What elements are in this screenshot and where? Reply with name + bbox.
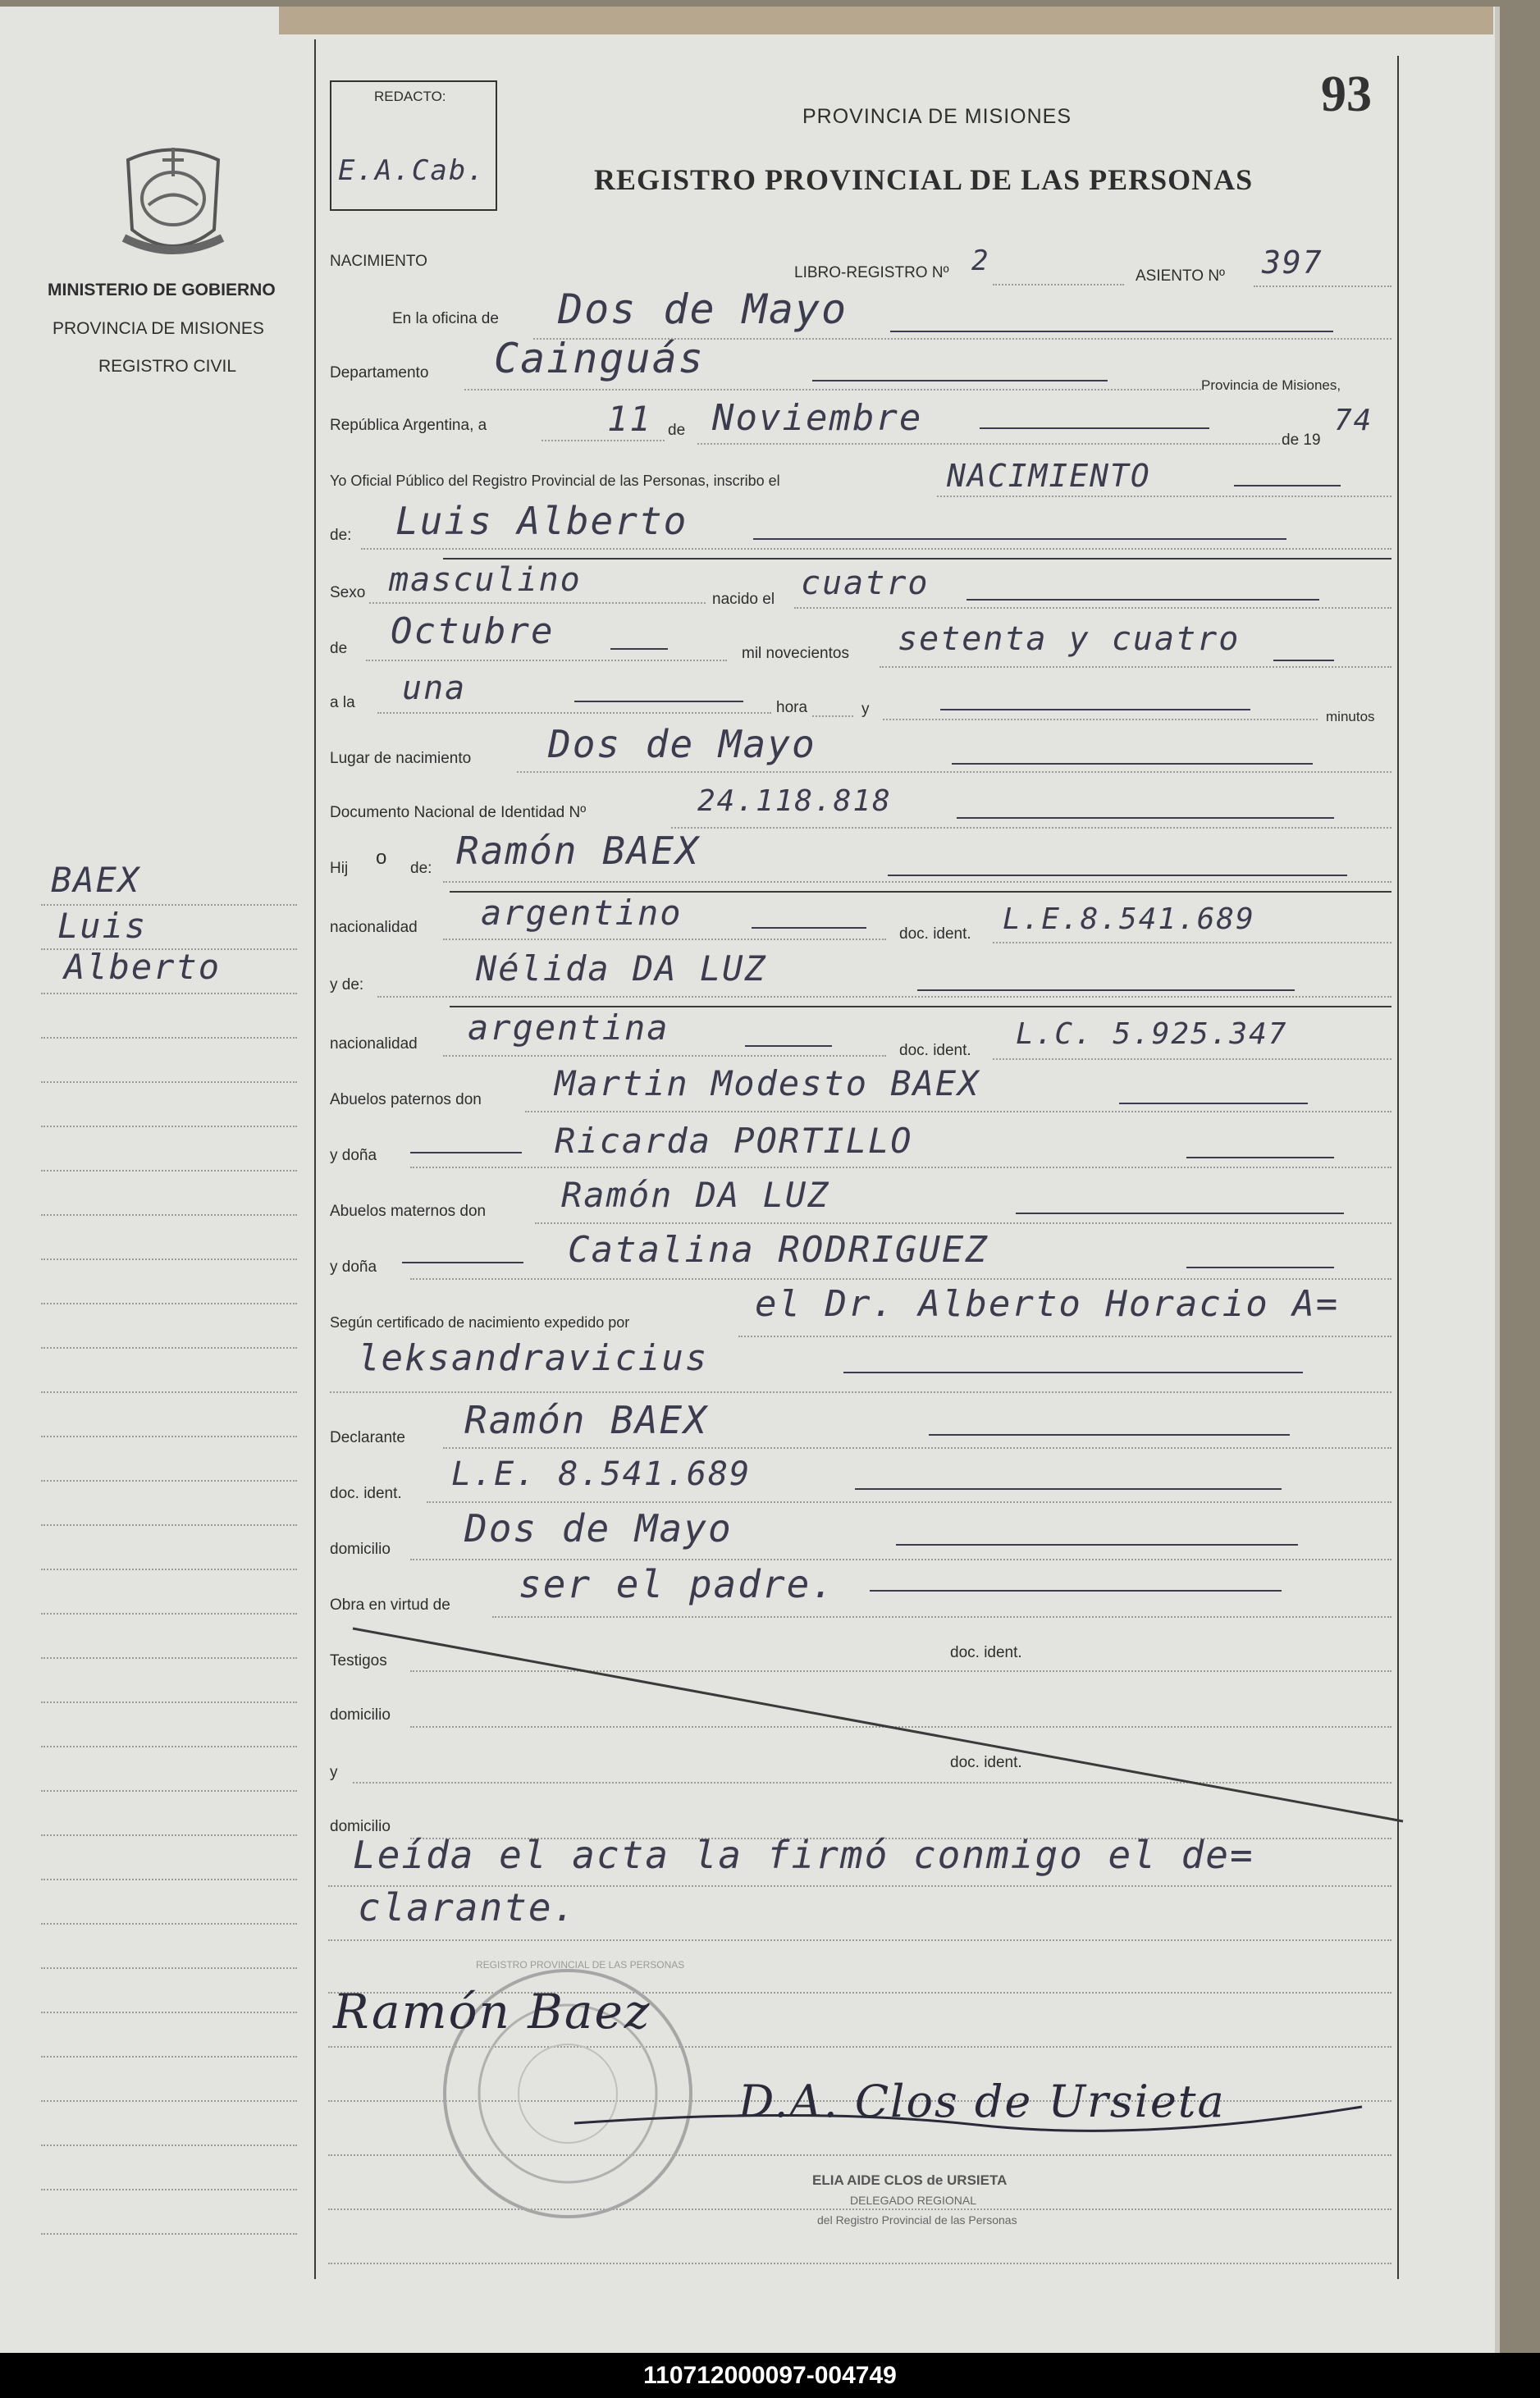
- hora-label: hora: [776, 699, 808, 716]
- padre-nac-dash: [752, 927, 866, 929]
- hijo-o: o: [376, 847, 387, 869]
- nacido-dash: [966, 599, 1319, 601]
- certificado-value: el Dr. Alberto Horacio A=: [755, 1283, 1340, 1325]
- obra-label: Obra en virtud de: [330, 1596, 450, 1614]
- sidebar-ruled-line: [41, 2100, 297, 2102]
- madre-doc-dots: [993, 1058, 1391, 1060]
- abuelo-pat-dash: [1119, 1103, 1308, 1104]
- mes-dots: [697, 443, 1280, 445]
- sidebar-ruled-line: [41, 1923, 297, 1925]
- padre-dash: [888, 875, 1347, 876]
- nombre-value: Luis Alberto: [395, 499, 688, 543]
- leida-cont-dots: [328, 1939, 1391, 1941]
- decl-doc-value: L.E. 8.541.689: [451, 1455, 752, 1493]
- sexo-dots: [369, 602, 706, 604]
- certificado-cont-dots: [330, 1391, 1391, 1393]
- nacido-dots: [794, 607, 1391, 609]
- madre-nac-value: argentina: [468, 1007, 669, 1048]
- sidebar-ruled-line: [41, 1701, 297, 1703]
- minutos-dots: [883, 719, 1318, 720]
- page-number: 93: [1321, 66, 1372, 122]
- y-label: y: [861, 701, 870, 718]
- sidebar-ruled-line: [41, 904, 297, 906]
- nombre-dots: [361, 548, 1391, 550]
- ministry-label: MINISTERIO DE GOBIERNO: [48, 281, 276, 299]
- madre-dots: [377, 996, 1391, 998]
- sexo-label: Sexo: [330, 584, 366, 601]
- mes-nac-value: Octubre: [391, 610, 555, 652]
- domicilio-dots: [410, 1559, 1391, 1560]
- mes-dash: [980, 427, 1209, 429]
- declarante-label: Declarante: [330, 1429, 405, 1446]
- registry-page: [0, 7, 1500, 2353]
- sidebar-ruled-line: [41, 2144, 297, 2146]
- sidebar-ruled-line: [41, 1613, 297, 1615]
- nacionalidad-label: nacionalidad: [330, 919, 418, 936]
- sexo-value: masculino: [389, 561, 582, 599]
- anio-nac-dots: [880, 666, 1391, 668]
- abuelo-mat-dash: [1016, 1213, 1344, 1214]
- oficial-label: Yo Oficial Público del Registro Provincial de las Personas, inscribo el: [330, 473, 780, 489]
- abuelo-pat-dots: [525, 1111, 1391, 1112]
- mil-label: mil novecientos: [742, 645, 849, 662]
- sidebar-ruled-line: [41, 1834, 297, 1836]
- declarante-dash: [929, 1434, 1290, 1436]
- oficina-value: Dos de Mayo: [558, 285, 848, 333]
- provincia-label: Provincia de Misiones,: [1201, 377, 1341, 393]
- header-province: PROVINCIA DE MISIONES: [802, 105, 1072, 128]
- padre-doc-value: L.E.8.541.689: [1003, 902, 1255, 936]
- abuelo-pat-value: Martin Modesto BAEX: [555, 1063, 980, 1103]
- sidebar-ruled-line: [41, 1303, 297, 1304]
- declarante-value: Ramón BAEX: [464, 1398, 708, 1442]
- decl-doc-dots: [427, 1501, 1391, 1503]
- obra-dots: [492, 1616, 1391, 1618]
- madre-doc-label: doc. ident.: [899, 1042, 971, 1059]
- padre-value: Ramón BAEX: [456, 829, 700, 873]
- official-stamp-name: ELIA AIDE CLOS de URSIETA: [812, 2172, 1008, 2188]
- sidebar-ruled-line: [41, 1214, 297, 1216]
- testigos-dom-label: domicilio: [330, 1706, 391, 1724]
- asiento-dots: [1254, 285, 1391, 287]
- madre-nac-dash: [745, 1045, 832, 1047]
- sidebar-ruled-line: [41, 2056, 297, 2058]
- sidebar-ruled-line: [41, 1790, 297, 1792]
- anio-prefix: de 19: [1282, 432, 1321, 449]
- certificado-dots: [738, 1336, 1391, 1337]
- certificado-value-cont: leksandravicius: [358, 1337, 709, 1379]
- anio-value: 74: [1334, 404, 1373, 437]
- sidebar-ruled-line: [41, 948, 297, 950]
- leida-value: Leída el acta la firmó conmigo el de=: [353, 1833, 1254, 1877]
- sidebar-ruled-line: [41, 2189, 297, 2190]
- hora-sep-dots: [812, 715, 853, 717]
- official-stamp-entity: del Registro Provincial de las Personas: [817, 2213, 1017, 2227]
- hijo-label: Hij: [330, 860, 349, 877]
- sidebar-ruled-line: [41, 1480, 297, 1482]
- redacto-initials: E.A.Cab.: [338, 154, 486, 187]
- sidebar-ruled-line: [41, 1037, 297, 1039]
- mes-value: Noviembre: [712, 397, 923, 439]
- madre-nacionalidad-label: nacionalidad: [330, 1035, 418, 1053]
- dia-value: 11: [607, 399, 652, 439]
- abuela-pat-dash: [1186, 1157, 1334, 1158]
- sidebar-ruled-line: [41, 1170, 297, 1172]
- domicilio-dash: [896, 1544, 1298, 1546]
- libro-value: 2: [971, 244, 990, 277]
- abuela-mat-dash: [1186, 1267, 1334, 1268]
- coat-of-arms-icon: [112, 139, 235, 263]
- round-seal-text: REGISTRO PROVINCIAL DE LAS PERSONAS: [476, 1959, 685, 1971]
- abuela-mat-dots: [410, 1278, 1391, 1280]
- asiento-value: 397: [1262, 244, 1323, 281]
- abuela-pat-dash-left: [410, 1152, 522, 1153]
- sidebar-ruled-line: [41, 1657, 297, 1659]
- testigos-dom2-label: domicilio: [330, 1818, 391, 1835]
- abuelo-mat-value: Ramón DA LUZ: [561, 1175, 830, 1215]
- padre-doc-dots: [993, 942, 1391, 943]
- decl-doc-dash: [855, 1488, 1282, 1490]
- testigos-doc2-label: doc. ident.: [950, 1754, 1022, 1771]
- dia-dots: [542, 440, 665, 441]
- abuela-mat-dash-left: [402, 1262, 523, 1263]
- abuelos-pat-label: Abuelos paternos don: [330, 1091, 482, 1108]
- departamento-dash: [812, 380, 1108, 381]
- margin-surname: BAEX: [51, 860, 141, 900]
- dni-value: 24.118.818: [697, 784, 892, 818]
- certificado-dash: [843, 1372, 1303, 1373]
- libro-dots: [993, 284, 1124, 285]
- obra-dash: [870, 1590, 1282, 1592]
- province-label: PROVINCIA DE MISIONES: [53, 319, 264, 338]
- hora-dash: [574, 701, 743, 702]
- registry-label: REGISTRO CIVIL: [98, 357, 237, 376]
- abuela-pat-value: Ricarda PORTILLO: [555, 1121, 913, 1161]
- sidebar-ruled-line: [41, 2233, 297, 2235]
- official-stamp-title: DELEGADO REGIONAL: [850, 2194, 977, 2207]
- redacto-label: REDACTO:: [374, 89, 446, 104]
- minutos-label: minutos: [1326, 709, 1375, 724]
- domicilio-value: Dos de Mayo: [464, 1506, 733, 1551]
- barcode-footer: 110712000097-004749: [0, 2353, 1540, 2398]
- nacido-value: cuatro: [801, 564, 930, 602]
- ydona-mat-label: y doña: [330, 1258, 377, 1276]
- de-label: de: [668, 422, 686, 439]
- sidebar-ruled-line: [41, 1569, 297, 1570]
- nombre-dash: [753, 538, 1286, 540]
- libro-label: LIBRO-REGISTRO Nº: [794, 264, 949, 281]
- domicilio-label: domicilio: [330, 1541, 391, 1558]
- sidebar-ruled-line: [41, 1879, 297, 1880]
- testigos-doc-label: doc. ident.: [950, 1644, 1022, 1661]
- declarante-dots: [443, 1447, 1391, 1449]
- dni-dash: [957, 817, 1334, 819]
- de-nombre-label: de:: [330, 527, 352, 544]
- lower-ruled-line: [328, 2263, 1391, 2264]
- anio-nac-value: setenta y cuatro: [898, 620, 1241, 658]
- sidebar-ruled-line: [41, 1347, 297, 1349]
- republica-label: República Argentina, a: [330, 417, 487, 434]
- abuelos-mat-label: Abuelos maternos don: [330, 1203, 487, 1220]
- departamento-value: Cainguás: [494, 335, 705, 382]
- sidebar-ruled-line: [41, 1524, 297, 1526]
- madre-doc-value: L.C. 5.925.347: [1016, 1017, 1288, 1051]
- obra-value: ser el padre.: [519, 1562, 836, 1606]
- testigos-y-label: y: [330, 1764, 338, 1781]
- padre-dots: [443, 881, 1391, 883]
- dni-label: Documento Nacional de Identidad Nº: [330, 804, 587, 821]
- anio-nac-dash: [1273, 660, 1334, 661]
- left-margin-line: [314, 39, 316, 2279]
- sidebar-ruled-line: [41, 1746, 297, 1747]
- sidebar-ruled-line: [41, 1436, 297, 1437]
- certificado-label: Según certificado de nacimiento expedido por: [330, 1314, 630, 1331]
- abuela-pat-dots: [410, 1167, 1391, 1168]
- oficina-label: En la oficina de: [392, 310, 499, 327]
- abuelo-mat-dots: [535, 1222, 1391, 1224]
- ydona-pat-label: y doña: [330, 1147, 377, 1164]
- lugar-dash: [952, 763, 1313, 765]
- nacido-label: nacido el: [712, 591, 775, 608]
- testigos-label: Testigos: [330, 1652, 387, 1669]
- sidebar-ruled-line: [41, 993, 297, 994]
- lugar-dots: [517, 771, 1391, 773]
- right-margin-line: [1397, 56, 1399, 2279]
- oficina-dash: [890, 331, 1333, 332]
- nombre-rule: [443, 558, 1391, 560]
- oficial-value: NACIMIENTO: [947, 458, 1151, 494]
- testigos-strike-line: [345, 1624, 1411, 1829]
- ala-label: a la: [330, 694, 355, 711]
- madre-dash: [917, 989, 1295, 991]
- asiento-label: ASIENTO Nº: [1136, 267, 1225, 285]
- official-signature: D.A. Clos de Ursieta: [738, 2076, 1226, 2127]
- madre-nac-dots: [443, 1055, 886, 1057]
- oficial-dash: [1234, 485, 1341, 486]
- official-signature-flourish: [566, 2090, 1370, 2156]
- mes-nac-dots: [366, 660, 727, 661]
- leida-value-cont: clarante.: [358, 1885, 578, 1930]
- padre-nac-dots: [443, 939, 886, 940]
- padre-nac-value: argentino: [481, 893, 683, 933]
- sidebar-ruled-line: [41, 1081, 297, 1083]
- madre-value: Nélida DA LUZ: [476, 948, 767, 989]
- header-title: REGISTRO PROVINCIAL DE LAS PERSONAS: [594, 163, 1254, 196]
- abuela-mat-value: Catalina RODRIGUEZ: [568, 1229, 989, 1271]
- redacto-box: [330, 80, 497, 211]
- sidebar-ruled-line: [41, 1967, 297, 1969]
- sidebar-ruled-line: [41, 2012, 297, 2013]
- lugar-value: Dos de Mayo: [548, 722, 816, 766]
- dni-dots: [671, 827, 1391, 829]
- decl-doc-label: doc. ident.: [330, 1485, 402, 1502]
- sidebar-ruled-line: [41, 1126, 297, 1127]
- padre-doc-label: doc. ident.: [899, 925, 971, 943]
- margin-name-first: Luis: [57, 906, 148, 946]
- book-binding: [279, 7, 1493, 34]
- hijo-de-label: de:: [410, 860, 432, 877]
- declarante-signature: Ramón Baez: [333, 1984, 651, 2039]
- de2-label: de: [330, 640, 348, 657]
- yde-label: y de:: [330, 976, 364, 993]
- departamento-label: Departamento: [330, 364, 429, 381]
- oficial-dots: [937, 496, 1391, 497]
- departamento-dots: [464, 389, 1201, 391]
- margin-name-second: Alberto: [64, 947, 222, 987]
- lugar-label: Lugar de nacimiento: [330, 750, 472, 767]
- sidebar-ruled-line: [41, 1391, 297, 1393]
- hora-value: una: [402, 669, 467, 707]
- mes-nac-dash: [610, 648, 668, 650]
- sidebar-ruled-line: [41, 1258, 297, 1260]
- hora-dots: [377, 712, 771, 714]
- minutos-dash: [940, 709, 1250, 710]
- nacimiento-label: NACIMIENTO: [330, 253, 427, 270]
